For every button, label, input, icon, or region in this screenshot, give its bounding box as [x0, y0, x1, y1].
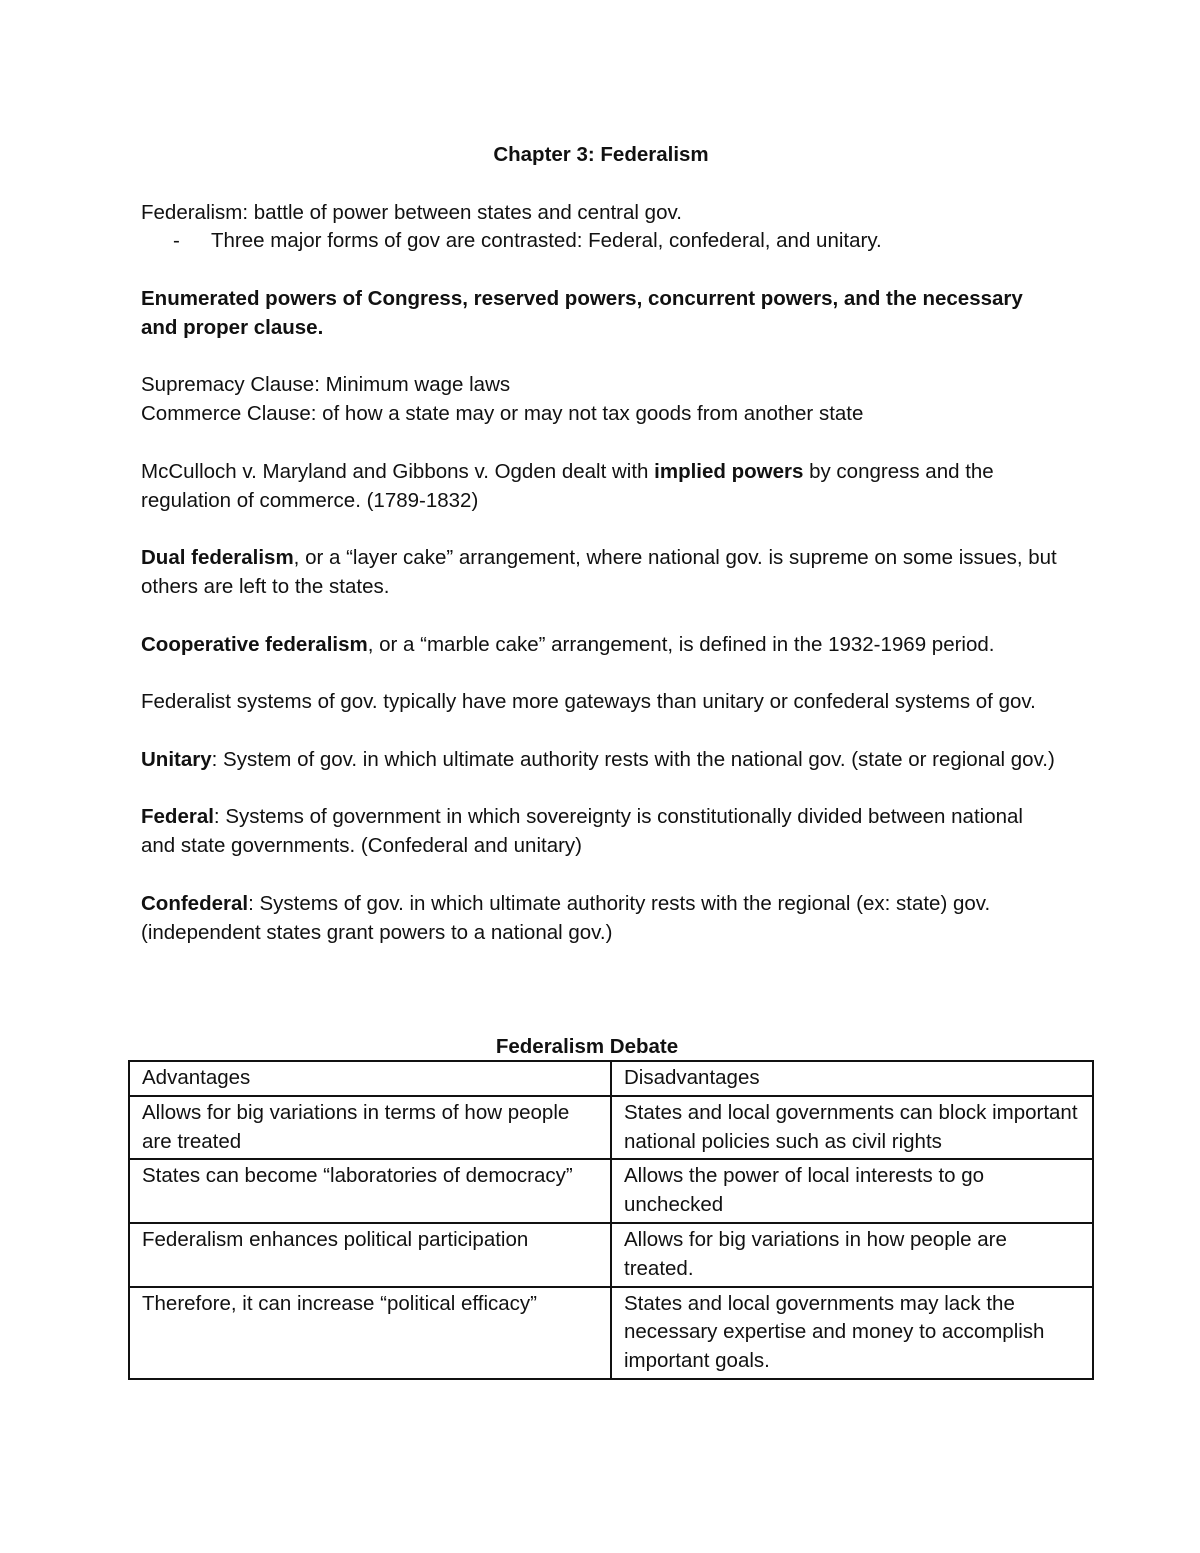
confederal-term: Confederal	[141, 891, 249, 915]
mcculloch-text-b: by congress and the regulation of commerce. (1789-1832)	[141, 459, 994, 512]
supremacy-clause-line: Supremacy Clause: Minimum wage laws	[141, 373, 511, 397]
bullet-item	[141, 227, 1061, 256]
enumerated-powers-paragraph: Enumerated powers of Congress, reserved powers, concurrent powers, and the necessary and proper clause.	[141, 286, 1023, 339]
table-row	[129, 1287, 1093, 1379]
mcculloch-paragraph	[141, 458, 1061, 516]
table-cell-disadvantage: States and local governments may lack the necessary expertise and money to accomplish important goals.	[611, 1287, 1093, 1379]
table-row	[129, 1159, 1093, 1223]
unitary-paragraph	[141, 746, 1061, 775]
confederal-text: : Systems of gov. in which ultimate authority rests with the regional (ex: state) gov. (independent states grant powers to a national gov.)	[141, 891, 991, 944]
bullet-dash: -	[173, 229, 180, 253]
intro-line: Federalism: battle of power between states and central gov.	[141, 200, 682, 224]
table-cell-disadvantage: Allows the power of local interests to go unchecked	[611, 1159, 1093, 1223]
dual-federalism-text: , or a “layer cake” arrangement, where national gov. is supreme on some issues, but others are left to the states.	[141, 546, 1057, 598]
table-header-disadvantages: Disadvantages	[611, 1061, 1093, 1096]
table-cell-advantage: States can become “laboratories of democracy”	[129, 1159, 611, 1223]
table-cell-advantage: Therefore, it can increase “political efficacy”	[129, 1287, 611, 1379]
cooperative-federalism-paragraph	[141, 631, 1061, 660]
table-cell-advantage: Allows for big variations in terms of how people are treated	[129, 1096, 611, 1160]
document-body	[141, 141, 1061, 947]
unitary-term: Unitary	[141, 747, 212, 771]
cooperative-federalism-text: , or a “marble cake” arrangement, is defined in the 1932-1969 period.	[367, 632, 995, 656]
federal-paragraph	[141, 803, 1061, 861]
page-title: Chapter 3: Federalism	[493, 143, 709, 166]
dual-federalism-term: Dual federalism	[141, 546, 294, 570]
confederal-paragraph	[141, 890, 1061, 948]
table-cell-disadvantage: Allows for big variations in how people are treated.	[611, 1223, 1093, 1287]
dual-federalism-paragraph	[141, 544, 1061, 602]
table-cell-disadvantage: States and local governments can block important national policies such as civil rights	[611, 1096, 1093, 1160]
implied-powers-term: implied powers	[654, 459, 804, 483]
federal-term: Federal	[141, 805, 214, 829]
federalism-debate-table	[128, 1060, 1094, 1380]
table-header-advantages: Advantages	[129, 1061, 611, 1096]
table-cell-advantage: Federalism enhances political participation	[129, 1223, 611, 1287]
table-title: Federalism Debate	[495, 1035, 679, 1058]
commerce-clause-line: Commerce Clause: of how a state may or may not tax goods from another state	[141, 402, 864, 426]
bullet-text: Three major forms of gov are contrasted: Federal, confederal, and unitary.	[211, 229, 882, 253]
mcculloch-text-a: McCulloch v. Maryland and Gibbons v. Ogden dealt with	[141, 459, 655, 483]
table-header-row	[129, 1061, 1093, 1096]
cooperative-federalism-term: Cooperative federalism	[141, 632, 368, 656]
unitary-text: : System of gov. in which ultimate authority rests with the national gov. (state or regional gov.)	[211, 747, 1055, 771]
federal-text: : Systems of government in which sovereignty is constitutionally divided between national and state governments. (Confederal and unitary)	[141, 805, 1023, 858]
table-row	[129, 1096, 1093, 1160]
gateways-paragraph: Federalist systems of gov. typically have more gateways than unitary or confederal systems of gov.	[141, 690, 1036, 714]
table-row	[129, 1223, 1093, 1287]
